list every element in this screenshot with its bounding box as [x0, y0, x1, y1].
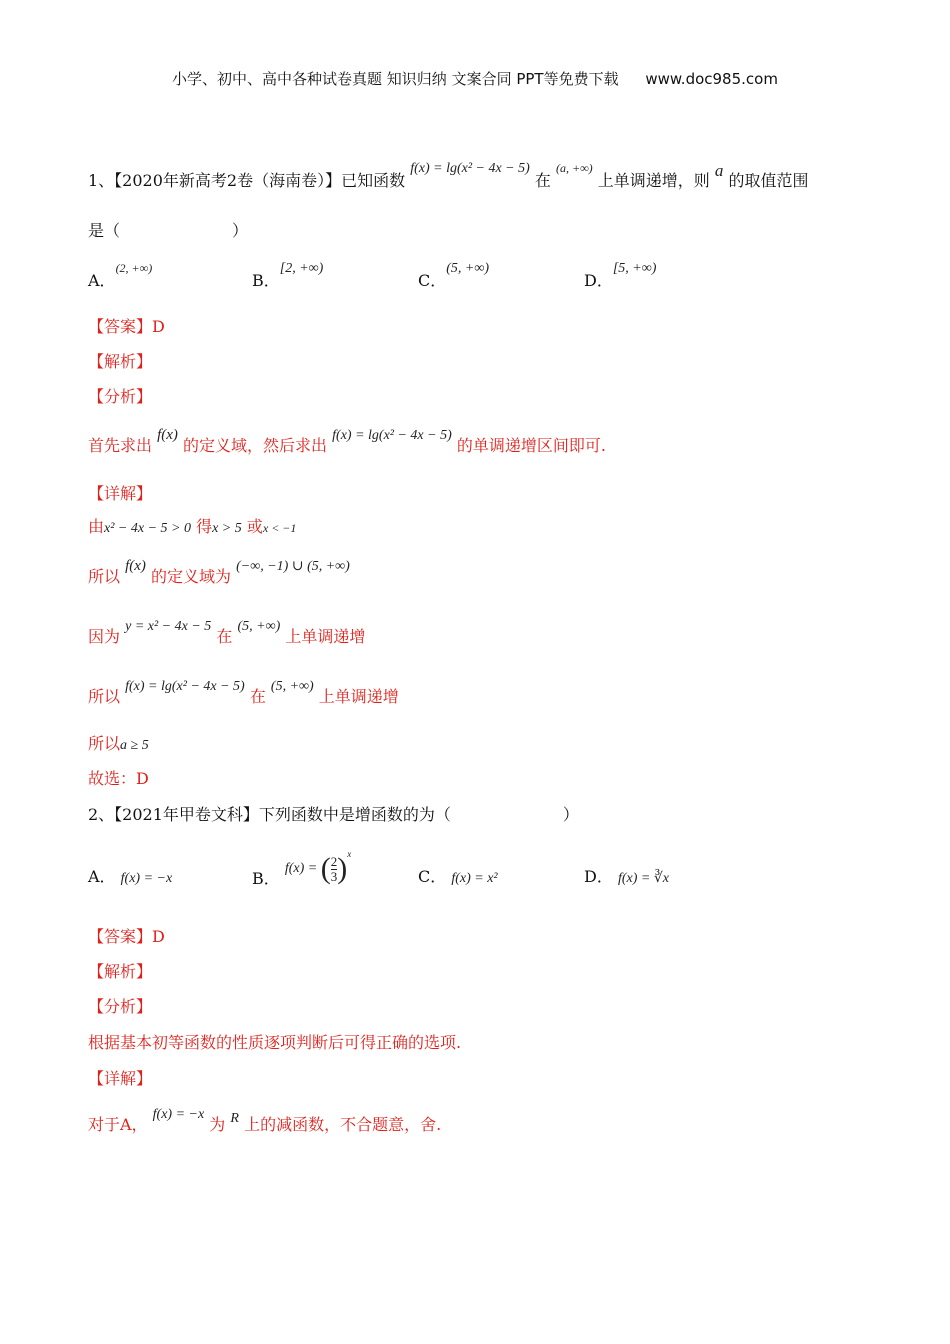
q2-s1-m1: f(x) = −x: [152, 1107, 205, 1122]
q1-option-c: [418, 261, 490, 291]
q1-s3-b: 在: [216, 627, 233, 646]
q1-fenxi-p1: 首先求出: [88, 436, 153, 455]
q1-s3-a: 因为: [88, 627, 121, 646]
q1-s1-c: 或: [246, 517, 263, 536]
q1-s2-a: 所以: [88, 567, 121, 586]
q1-s1-a: 由: [88, 517, 105, 536]
q2-option-d-label: D．: [584, 867, 613, 886]
q1-interval: (a, +∞): [556, 161, 593, 175]
q2-xiangjie-heading: 【详解】: [88, 1069, 153, 1088]
q1-xiangjie-heading: 【详解】: [88, 484, 153, 503]
q1-s4-m1: f(x) = lg(x² − 4x − 5): [125, 679, 245, 694]
q2-option-c-label: C．: [418, 867, 447, 886]
page-header: [0, 68, 950, 89]
q2-option-a-value: f(x) = −x: [120, 871, 173, 886]
q1-option-a: [88, 261, 153, 291]
q2-s1-m2: R: [230, 1111, 239, 1126]
q2-fenxi-text: 根据基本初等函数的性质逐项判断后可得正确的选项.: [88, 1033, 462, 1052]
q1-step4: [88, 679, 399, 710]
q1-fenxi-func: f(x) = lg(x² − 4x − 5): [332, 428, 452, 443]
q1-step1: [88, 516, 296, 540]
q1-step5: [88, 733, 149, 757]
header-site: www.doc985.com: [645, 70, 778, 88]
q1-stem-end: 的取值范围: [728, 171, 809, 190]
q1-option-b-value: [2, +∞): [279, 261, 324, 276]
q1-s5-a: 所以: [88, 734, 121, 753]
q2-option-b-lhs: f(x) =: [284, 861, 318, 877]
q1-fenxi-heading: 【分析】: [88, 387, 153, 406]
q1-fenxi-fx: f(x): [157, 427, 178, 443]
q1-stem-mid: 在: [534, 171, 551, 190]
q1-option-b-label: B．: [252, 271, 280, 290]
q1-s2-b: 的定义域为: [151, 567, 232, 586]
q1-s4-c: 上单调递增: [318, 687, 399, 706]
q1-stem-prefix: 1、【2020年新高考2卷（海南卷）】已知函数: [88, 171, 406, 190]
q1-s5-m: a ≥ 5: [120, 738, 149, 753]
q1-s1-m2: x > 5: [212, 521, 242, 536]
q1-s1-m1: x² − 4x − 5 > 0: [104, 521, 191, 536]
q2-stem: 2、【2021年甲卷文科】下列函数中是增函数的为（ ）: [88, 805, 579, 824]
q1-stem-suffix: 上单调递增，则: [597, 171, 710, 190]
q1-step2: [88, 558, 350, 590]
q2-option-b-num: 2: [330, 853, 338, 869]
q2-fenxi-heading: 【分析】: [88, 997, 153, 1016]
q2-option-b-den: 3: [330, 868, 338, 884]
q1-fenxi-p2: 的定义域，然后求出: [183, 436, 328, 455]
q2-answer: 【答案】D: [88, 927, 165, 946]
q1-stem-line2: 是（ ）: [88, 221, 249, 240]
q1-option-d: [584, 261, 657, 291]
q1-option-b: [252, 261, 324, 291]
q2-option-a: [88, 864, 172, 887]
q2-s1-b: 为: [209, 1115, 226, 1134]
q1-option-d-label: D．: [584, 271, 613, 290]
header-text: 小学、初中、高中各种试卷真题 知识归纳 文案合同 PPT等免费下载: [172, 70, 619, 88]
q2-s1-c: 上的减函数，不合题意，舍.: [244, 1115, 442, 1134]
q2-option-b-value: f(x) = ( $\frac{2}{3}$ )$^x$: [284, 848, 352, 885]
q1-s3-c: 上单调递增: [285, 627, 366, 646]
q1-conclusion: 故选：D: [88, 769, 149, 788]
q2-option-b: [252, 848, 352, 898]
q1-answer: 【答案】D: [88, 317, 165, 336]
q2-option-c: [418, 864, 498, 887]
q2-option-b-exp: x: [347, 848, 352, 859]
q1-s2-m2: (−∞, −1) ∪ (5, +∞): [236, 559, 350, 574]
q2-option-d-value: f(x) = ∛x: [617, 871, 669, 886]
q1-stem: [88, 161, 809, 194]
q1-s3-m2: (5, +∞): [237, 619, 281, 634]
q1-jiexi: 【解析】: [88, 352, 153, 371]
q1-s4-a: 所以: [88, 687, 121, 706]
q2-jiexi: 【解析】: [88, 962, 153, 981]
q2-s1-a: 对于A，: [88, 1115, 148, 1134]
q2-option-c-value: f(x) = x²: [451, 871, 498, 886]
q1-s1-m3: x < −1: [262, 521, 297, 535]
q2-option-b-label: B．: [252, 869, 280, 889]
q1-option-c-label: C．: [418, 271, 447, 290]
q1-option-a-label: A．: [88, 271, 116, 290]
q1-s4-m2: (5, +∞): [270, 679, 314, 694]
q2-option-a-label: A．: [88, 867, 116, 886]
q1-s3-m1: y = x² − 4x − 5: [125, 619, 212, 634]
q1-function: f(x) = lg(x² − 4x − 5): [410, 161, 530, 176]
q1-fenxi-line: [88, 427, 606, 459]
q1-option-c-value: (5, +∞): [446, 261, 490, 276]
q1-option-d-value: [5, +∞): [612, 261, 657, 276]
q1-s2-m1: f(x): [125, 558, 146, 574]
q1-option-a-value: (2, +∞): [115, 261, 153, 275]
q2-step1: [88, 1107, 442, 1138]
q1-s1-b: 得: [196, 517, 213, 536]
q1-var: a: [714, 161, 724, 180]
q2-option-d: [584, 864, 669, 887]
q1-step3: [88, 619, 366, 650]
q1-fenxi-p3: 的单调递增区间即可.: [456, 436, 606, 455]
q1-s4-b: 在: [249, 687, 266, 706]
